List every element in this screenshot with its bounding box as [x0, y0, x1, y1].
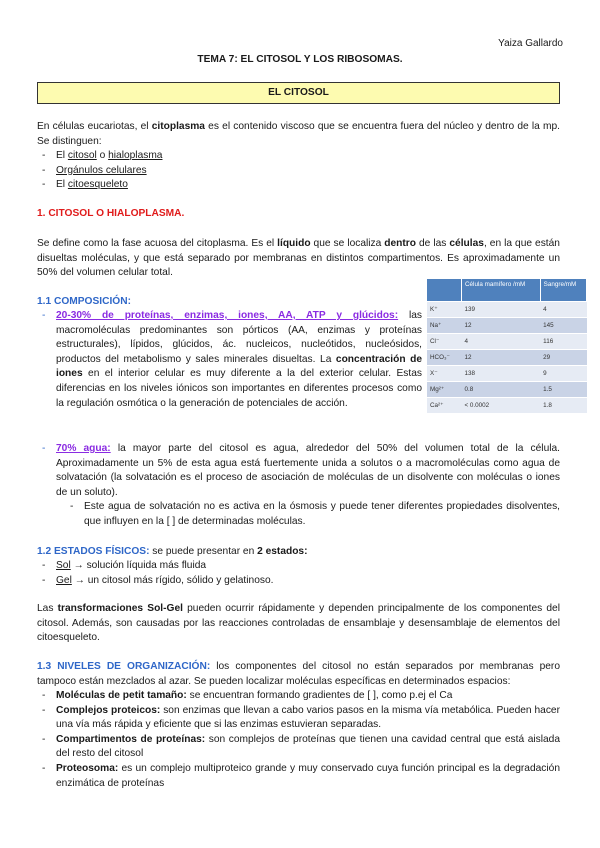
blood-value: 116 — [540, 334, 586, 350]
intro-list — [42, 149, 542, 193]
table-row — [427, 334, 587, 350]
blood-value: 9 — [540, 366, 586, 382]
cell-value: 138 — [462, 366, 541, 382]
list-item: - El citosol o hialoplasma — [42, 150, 163, 161]
ion-name: X⁻ — [427, 366, 462, 382]
page-title: TEMA 7: EL CITOSOL Y LOS RIBOSOMAS. — [197, 54, 403, 65]
cell-value: 12 — [462, 350, 541, 366]
cell-value: < 0.0002 — [462, 398, 541, 414]
table-header-row — [427, 279, 587, 302]
ion-concentration-table — [427, 279, 587, 413]
list-item: - El citoesqueleto — [42, 179, 128, 191]
ion-name: Cl⁻ — [427, 334, 462, 350]
table-row — [427, 398, 587, 414]
table-row — [427, 382, 587, 398]
blood-value: 4 — [540, 302, 586, 318]
subsection-heading-1-3: 1.3 NIVELES DE ORGANIZACIÓN: los componentes del citosol no están separados por membranas pero tampoco están mezclados al azar. Se pueden localizar moléculas específicas en determinados espacios: — [37, 661, 560, 687]
intro-paragraph: En células eucariotas, el citoplasma es el contenido viscoso que se encuentra fuera del núcleo y dentro de la mp. Se distinguen: — [37, 121, 560, 147]
subsection-heading-1-2: 1.2 ESTADOS FÍSICOS: se puede presentar en 2 estados: — [37, 546, 308, 557]
table-header-cell: Célula mamífero /mM — [462, 279, 541, 302]
ion-name: Na⁺ — [427, 318, 462, 334]
list-item: - Sol → solución líquida más fluida — [42, 560, 207, 571]
list-item: - Gel → un citosol más rígido, sólido y gelatinoso. — [42, 574, 274, 586]
list-item: - Proteosoma: es un complejo multiproteico grande y muy conservado cuya función principal es la degradación enzimática de proteínas — [42, 762, 560, 789]
list-item: - Moléculas de petit tamaño: se encuentran formando gradientes de [ ], como p.ej el Ca — [42, 690, 453, 701]
organization-list — [42, 689, 560, 791]
list-item: - Complejos proteicos: son enzimas que llevan a cabo varios pasos en la misma vía metabólica. Pueden hacer una vía más rápida y eficiente que si las enzimas estuvieran separadas. — [42, 704, 560, 731]
states-list — [42, 559, 542, 588]
blood-value: 1.8 — [540, 398, 586, 414]
table-row — [427, 318, 587, 334]
ion-name: Ca²⁺ — [427, 398, 462, 414]
cell-value: 12 — [462, 318, 541, 334]
composition-item-proteins: - 20-30% de proteínas, enzimas, iones, AA, ATP y glúcidos: las macromoléculas predominantes son pórticos (AA, enzimas y proteínas estructurales), lípidos, glúcidos, ác. nucleicos, nucleótidos, nucleósidos, productos del metabolismo y sales minerales disueltas. La concentración de iones en el interior celular es muy diferente a la del exterior celular. Estas diferencias en los niveles iónicos son importantes en diferentes procesos como la regulación osmótica o la generación de potenciales de acción. — [42, 310, 422, 409]
ion-name: HCO₃⁻ — [427, 350, 462, 366]
table-header-cell — [427, 279, 462, 302]
section-banner: EL CITOSOL — [37, 82, 560, 104]
table-header-cell: Sangre/mM — [540, 279, 586, 302]
cell-value: 139 — [462, 302, 541, 318]
blood-value: 145 — [540, 318, 586, 334]
list-item: - Orgánulos celulares — [42, 164, 147, 176]
section-heading-1: 1. CITOSOL O HIALOPLASMA. — [37, 208, 185, 219]
table-row — [427, 366, 587, 382]
blood-value: 1.5 — [540, 382, 586, 398]
cell-value: 0.8 — [462, 382, 541, 398]
author-name: Yaiza Gallardo — [498, 38, 563, 49]
definition-paragraph: Se define como la fase acuosa del citoplasma. Es el líquido que se localiza dentro de las células, en la que están disueltas moléculas, y que está separado por membranas en distintos compartimentos. Es aproximadamente un 50% del volumen celular total. — [37, 238, 560, 279]
cell-value: 4 — [462, 334, 541, 350]
ion-name: K⁺ — [427, 302, 462, 318]
ion-name: Mg²⁺ — [427, 382, 462, 398]
composition-item-water: - 70% agua: la mayor parte del citosol es agua, alrededor del 50% del volumen total de la célula. Aproximadamente un 5% de esta agua está fuertemente unida a solutos o a macromoléculas como agua de solvatación (la solvatación es el proceso de asociación de moléculas de un disolvente con moléculas o iones de un soluto). — [42, 443, 560, 498]
subsection-heading-1-1: 1.1 COMPOSICIÓN: — [37, 296, 131, 307]
blood-value: 29 — [540, 350, 586, 366]
table-row — [427, 302, 587, 318]
list-item: - Compartimentos de proteínas: son complejos de proteínas que tienen una cavidad central que está aislada del resto del citosol — [42, 733, 560, 760]
sol-gel-paragraph: Las transformaciones Sol-Gel pueden ocurrir rápidamente y dependen principalmente de los componentes del citosol. Además, son causadas por las reacciones controladas de ensamblaje y desensamblaje de elementos del citoesqueleto. — [37, 603, 560, 644]
table-row — [427, 350, 587, 366]
water-subitem: - Este agua de solvatación no es activa en la ósmosis y puede tener diferentes propiedades disolventes, que influyen en la [ ] de determinadas moléculas. — [70, 501, 560, 527]
